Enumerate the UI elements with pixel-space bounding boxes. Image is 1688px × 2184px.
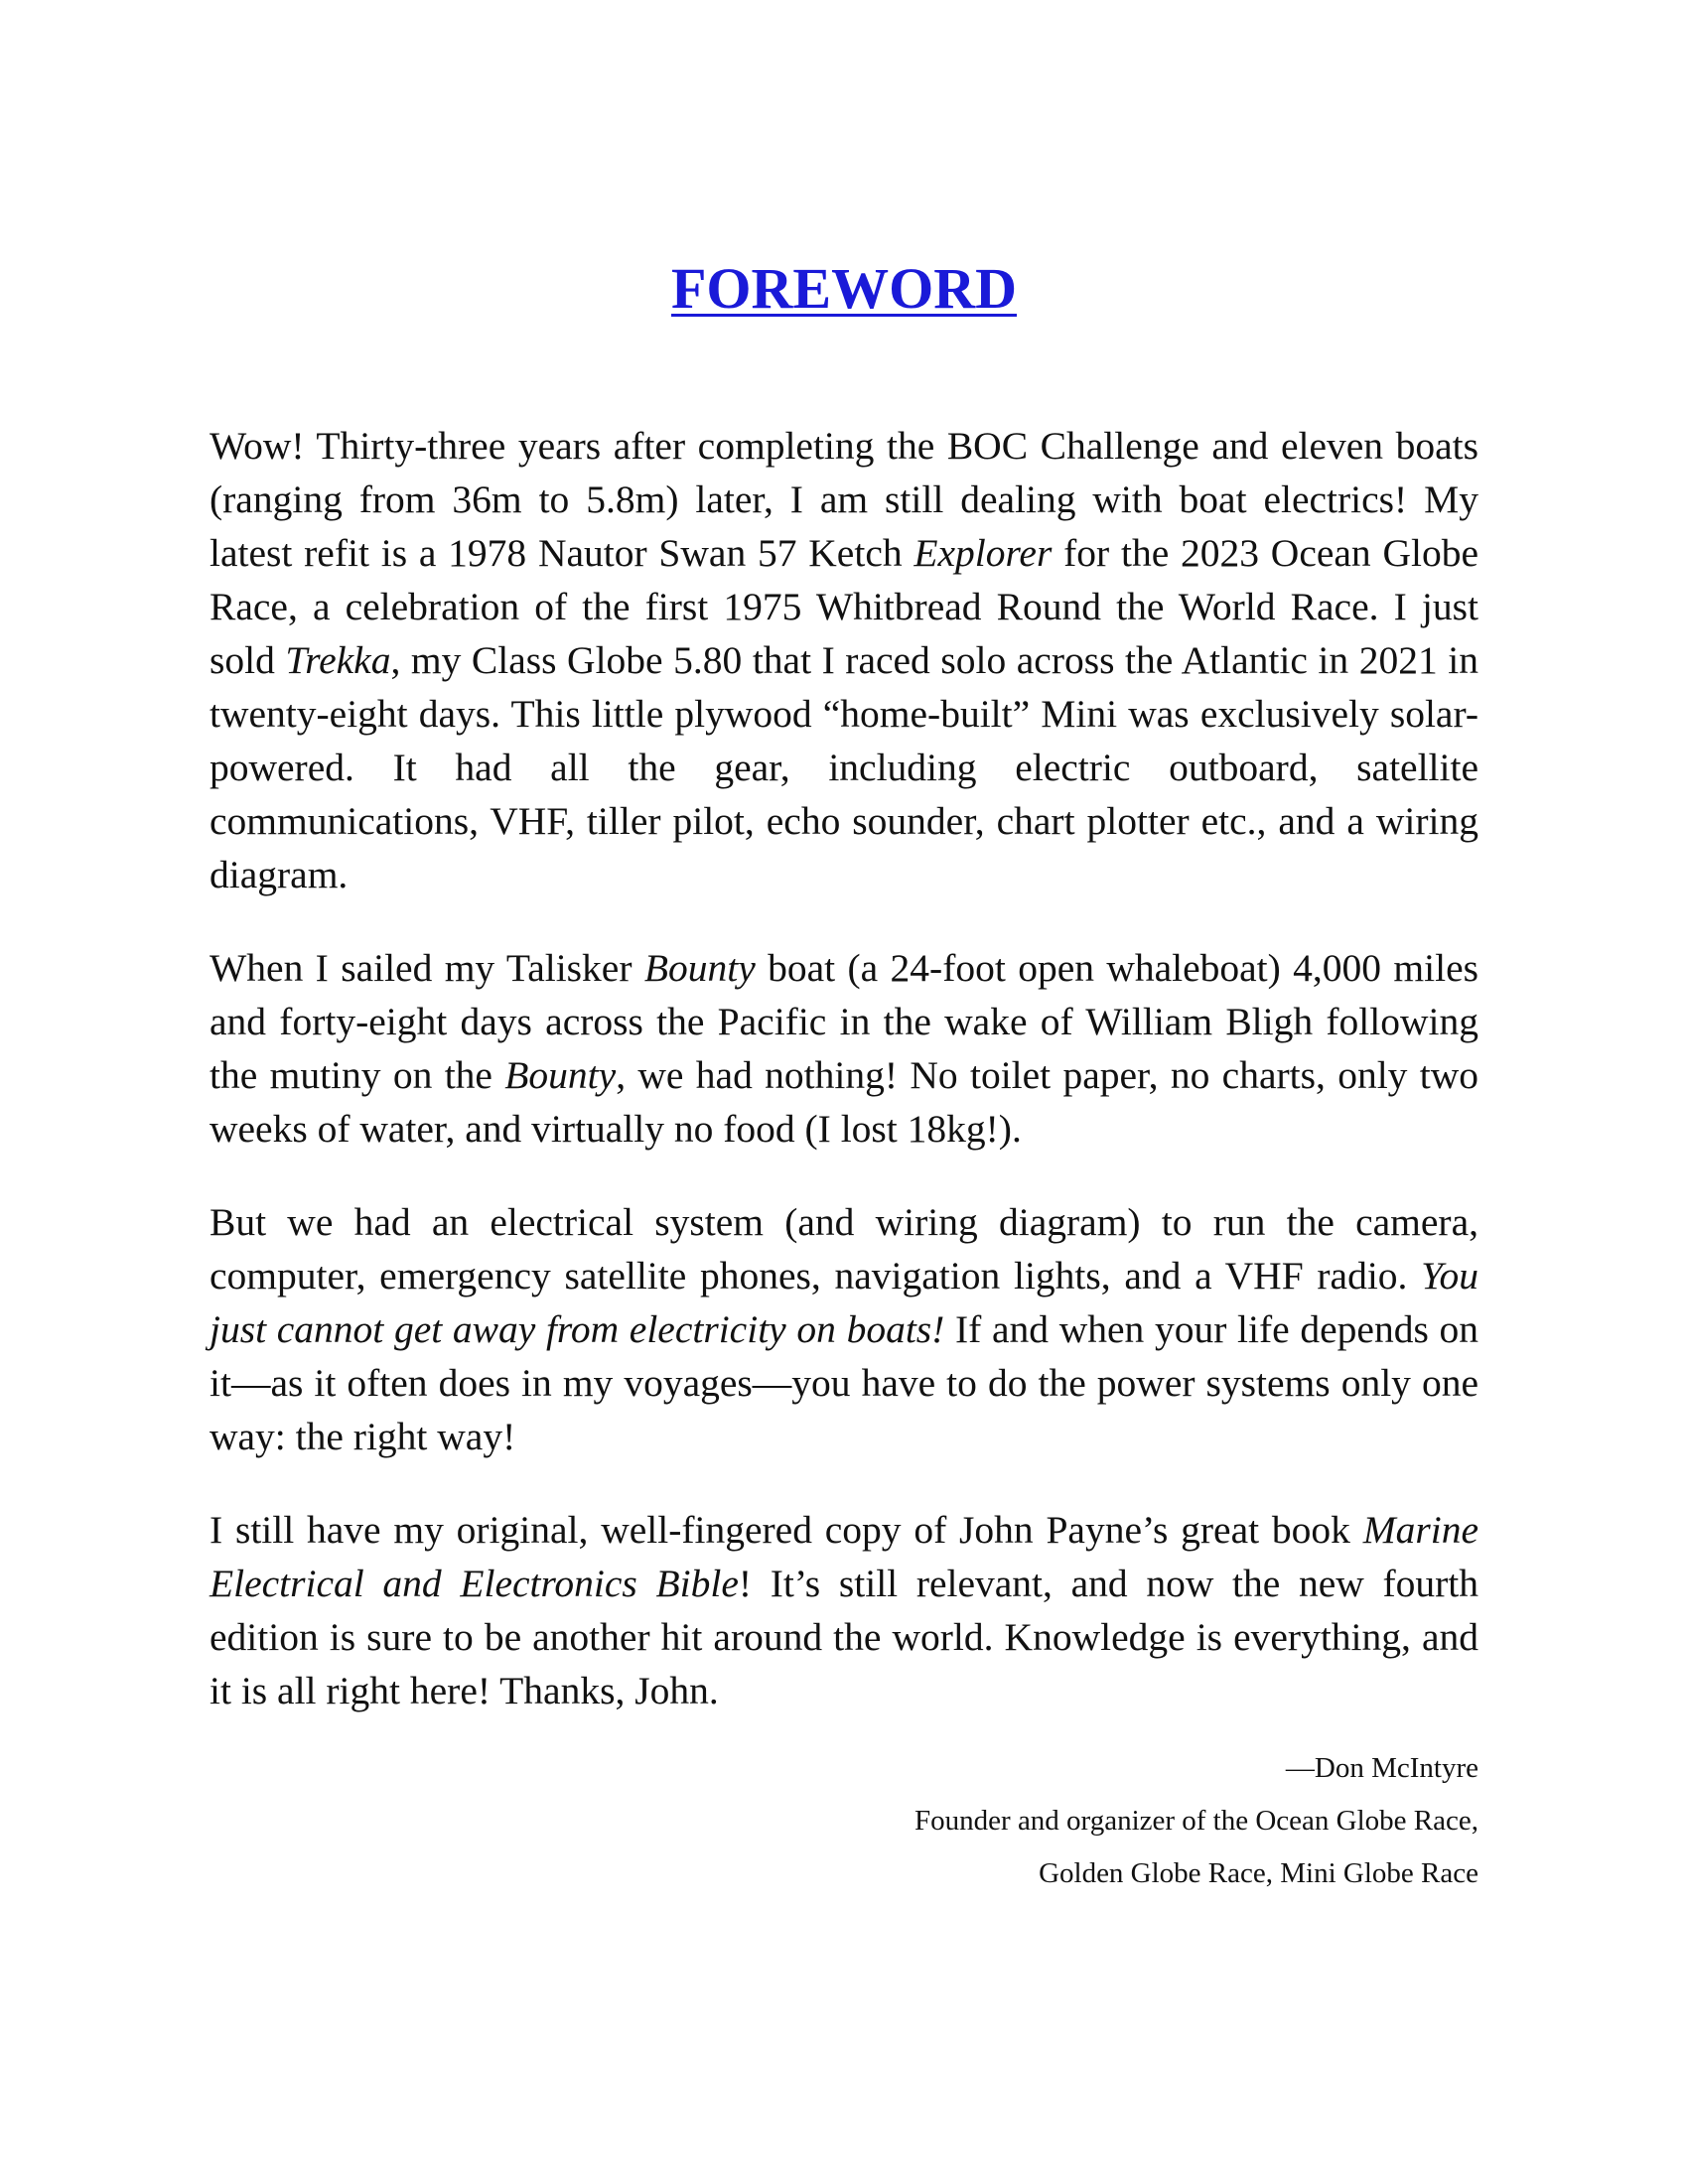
paragraph-4	[210, 1503, 1478, 1717]
paragraph-1	[210, 419, 1478, 901]
signature-block	[210, 1742, 1478, 1900]
paragraph-2-text-a: When I sailed my Talisker	[210, 946, 644, 990]
paragraph-2	[210, 941, 1478, 1156]
paragraph-2-text-c: boat (a 24-foot open whaleboat) 4,000 miles and forty-eight days across the Pacific in the wake of William Bligh following the mutiny on the	[210, 946, 1478, 1097]
paragraph-3-text-c: If and when your life depends on it—as it often does in my voyages—you have to do the power systems only one way: the right way!	[210, 1307, 1478, 1458]
paragraph-3-text-a: But we had an electrical system (and wiring diagram) to run the camera, computer, emergency satellite phones, navigation lights, and a VHF radio.	[210, 1200, 1478, 1297]
boat-name-trekka: Trekka	[285, 638, 391, 682]
ship-name-bounty: Bounty	[504, 1053, 617, 1097]
paragraph-2-text-e: , we had nothing! No toilet paper, no charts, only two weeks of water, and virtually no food (I lost 18kg!).	[210, 1053, 1479, 1151]
boat-name-bounty: Bounty	[643, 946, 756, 990]
page-title: FOREWORD	[671, 256, 1017, 321]
signature-name: —Don McIntyre	[1285, 1752, 1478, 1784]
paragraph-1-text-e: , my Class Globe 5.80 that I raced solo across the Atlantic in 2021 in twenty-eight days. This little plywood “home-built” Mini was exclusively solar-powered. It had all the gear, including electric outboard, satellite communications, VHF, tiller pilot, echo sounder, chart plotter etc., and a wiring diagram.	[210, 638, 1478, 896]
foreword-body	[210, 419, 1478, 1757]
signature-title-line-2: Golden Globe Race, Mini Globe Race	[1039, 1857, 1478, 1889]
boat-name-explorer: Explorer	[914, 531, 1053, 575]
paragraph-1-text-c: for the 2023 Ocean Globe Race, a celebration of the first 1975 Whitbread Round the World Race. I just sold	[210, 531, 1478, 682]
paragraph-4-text-c: ! It’s still relevant, and now the new fourth edition is sure to be another hit around the world. Knowledge is everything, and it is all right here! Thanks, John.	[210, 1562, 1479, 1712]
signature-title-line-1: Founder and organizer of the Ocean Globe Race,	[914, 1805, 1478, 1837]
paragraph-3	[210, 1195, 1478, 1463]
paragraph-4-text-a: I still have my original, well-fingered copy of John Payne’s great book	[210, 1508, 1363, 1552]
emphasis-quote: You just cannot get away from electricity on boats!	[210, 1254, 1478, 1351]
paragraph-1-text-a: Wow! Thirty-three years after completing the BOC Challenge and eleven boats (ranging from 36m to 5.8m) later, I am still dealing with boat electrics! My latest refit is a 1978 Nautor Swan 57 Ketch	[210, 424, 1478, 575]
book-title: Marine Electrical and Electronics Bible	[210, 1508, 1478, 1605]
